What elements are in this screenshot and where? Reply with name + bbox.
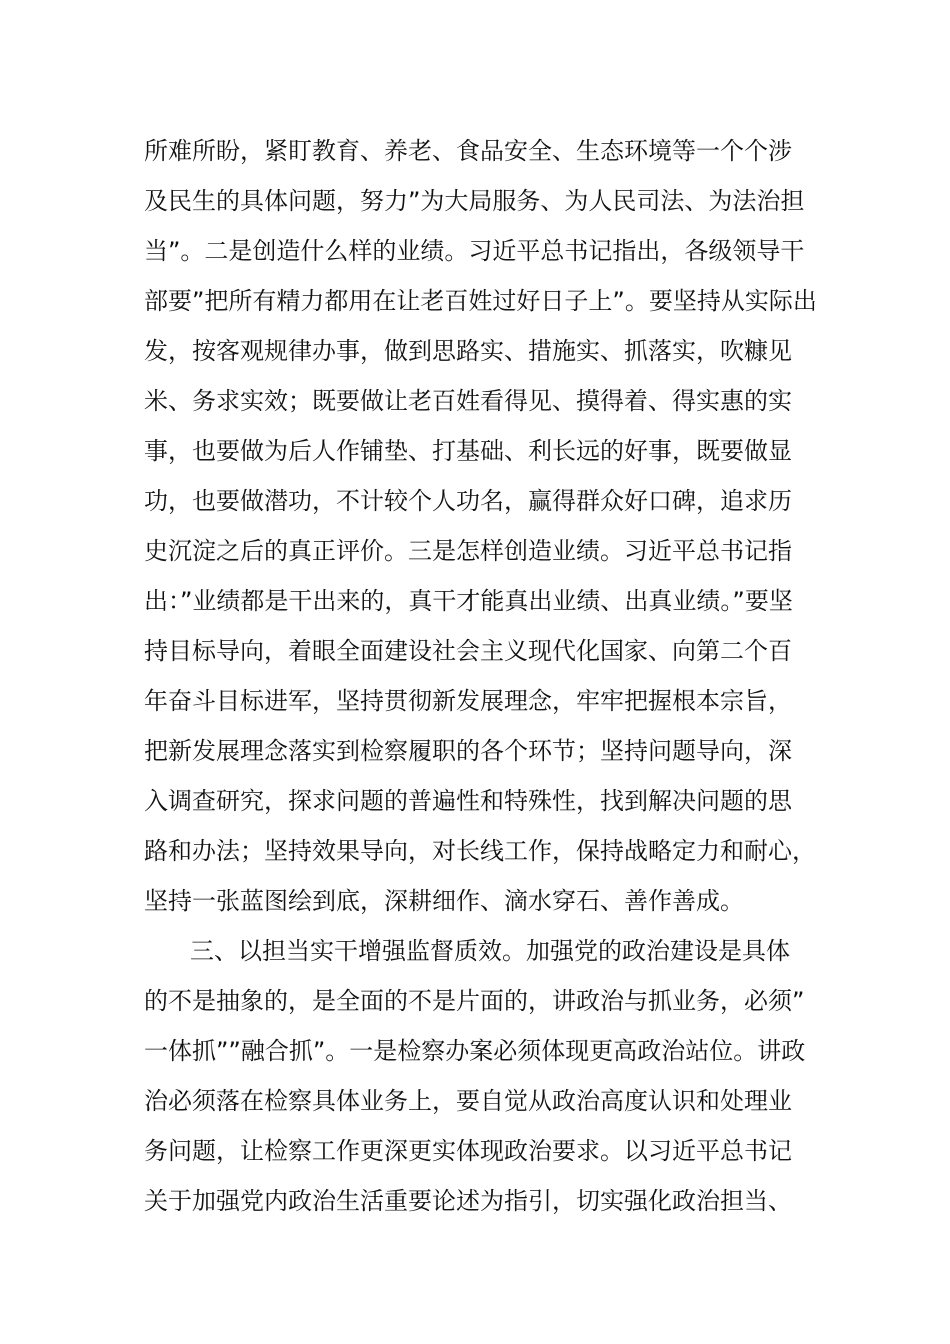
text-line: 持目标导向，着眼全面建设社会主义现代化国家、向第二个百 [144,637,792,665]
text-line: 关于加强党内政治生活重要论述为指引，切实强化政治担当、 [144,1187,792,1215]
text-line: 年奋斗目标进军，坚持贯彻新发展理念，牢牢把握根本宗旨， [144,687,792,715]
text-line: 所难所盼，紧盯教育、养老、食品安全、生态环境等一个个涉 [144,137,792,165]
text-line: 路和办法；坚持效果导向，对长线工作，保持战略定力和耐心， [144,837,816,865]
text-line: 及民生的具体问题，努力”为大局服务、为人民司法、为法治担 [144,187,805,215]
text-line: 发，按客观规律办事，做到思路实、措施实、抓落实，吹糠见 [144,337,792,365]
text-line: 出：”业绩都是干出来的，真干才能真出业绩、出真业绩。”要坚 [144,587,793,615]
text-line: 入调查研究，探求问题的普遍性和特殊性，找到解决问题的思 [144,787,792,815]
text-line: 当”。二是创造什么样的业绩。习近平总书记指出，各级领导干 [144,237,805,265]
text-line: 把新发展理念落实到检察履职的各个环节；坚持问题导向，深 [144,737,792,765]
text-line: 部要”把所有精力都用在让老百姓过好日子上”。要坚持从实际出 [144,287,817,315]
paragraph-1 [144,126,824,926]
text-line-indented: 三、以担当实干增强监督质效。加强党的政治建设是具体 [190,937,790,965]
text-line: 的不是抽象的，是全面的不是片面的，讲政治与抓业务，必须” [144,987,805,1015]
text-line: 史沉淀之后的真正评价。三是怎样创造业绩。习近平总书记指 [144,537,792,565]
text-line: 一体抓””融合抓”。一是检察办案必须体现更高政治站位。讲政 [144,1037,806,1065]
paragraph-2 [144,926,824,1226]
text-line: 务问题，让检察工作更深更实体现政治要求。以习近平总书记 [144,1137,792,1165]
body-text [144,126,824,1226]
text-line: 事，也要做为后人作铺垫、打基础、利长远的好事，既要做显 [144,437,792,465]
text-line: 功，也要做潜功，不计较个人功名，赢得群众好口碑，追求历 [144,487,792,515]
text-line: 治必须落在检察具体业务上，要自觉从政治高度认识和处理业 [144,1087,792,1115]
text-line: 米、务求实效；既要做让老百姓看得见、摸得着、得实惠的实 [144,387,792,415]
text-line: 坚持一张蓝图绘到底，深耕细作、滴水穿石、善作善成。 [144,887,744,915]
